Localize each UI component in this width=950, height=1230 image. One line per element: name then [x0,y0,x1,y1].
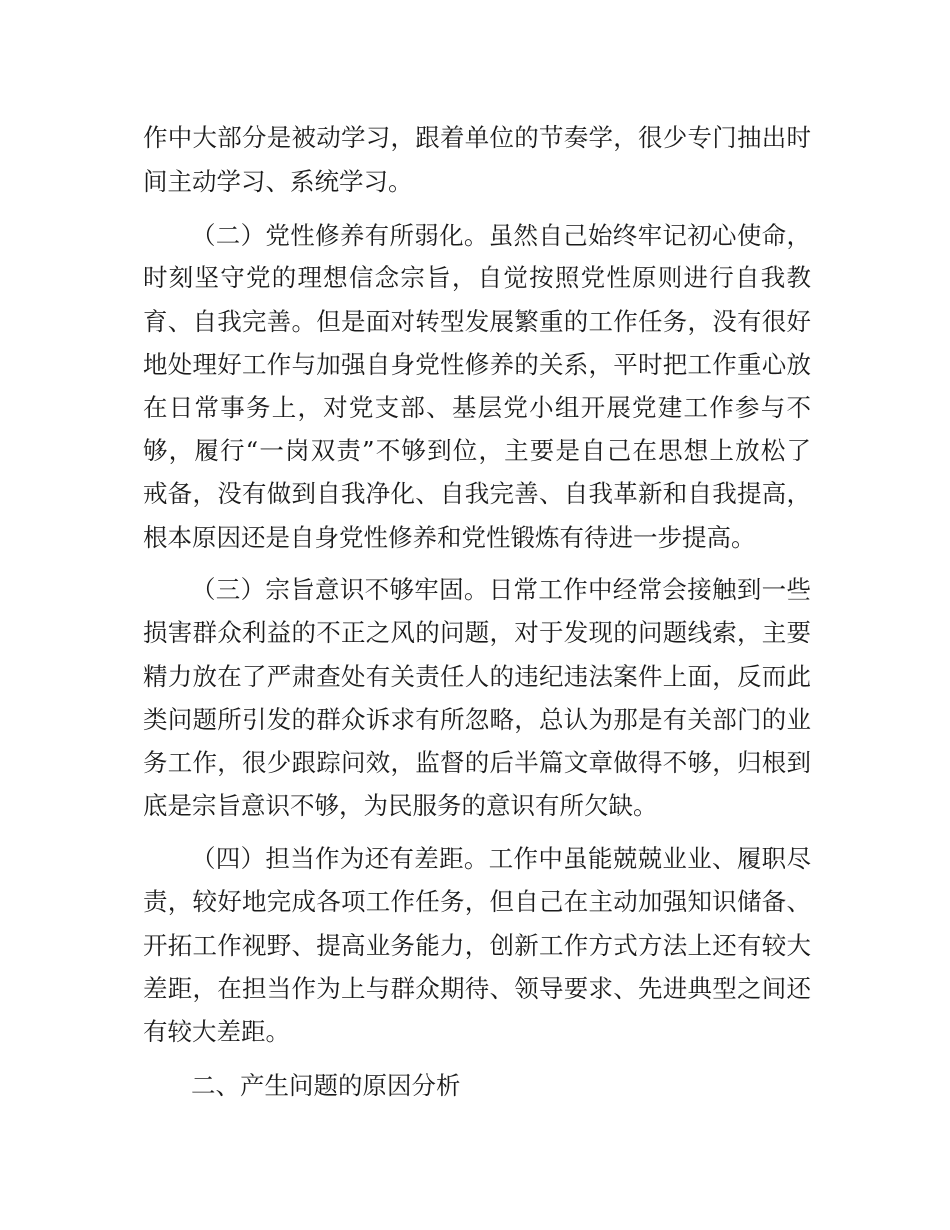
paragraph-heading-4: （四）担当作为还有差距。工作中虽能兢兢业业、履职尽 [191,844,811,873]
text-line: 责，较好地完成各项工作任务，但自己在主动加强知识储备、 [143,887,811,916]
paragraph-heading-3: （三）宗旨意识不够牢固。日常工作中经常会接触到一些 [191,575,811,604]
text-line: 有较大差距。 [143,1017,290,1046]
section-heading: 二、产生问题的原因分析 [191,1071,461,1100]
text-line: 时刻坚守党的理想信念宗旨，自觉按照党性原则进行自我教 [143,263,811,292]
text-line: 间主动学习、系统学习。 [143,167,413,196]
text-line: 底是宗旨意识不够，为民服务的意识有所欠缺。 [143,791,658,820]
text-line: 开拓工作视野、提高业务能力，创新工作方式方法上还有较大 [143,931,811,960]
paragraph-heading-2: （二）党性修养有所弱化。虽然自己始终牢记初心使命， [191,221,811,250]
text-line: 够，履行“一岗双责”不够到位，主要是自己在思想上放松了 [143,436,811,465]
text-line: 在日常事务上，对党支部、基层党小组开展党建工作参与不 [143,393,811,422]
text-line: 精力放在了严肃查处有关责任人的违纪违法案件上面，反而此 [143,662,811,691]
text-line: 差距，在担当作为上与群众期待、领导要求、先进典型之间还 [143,974,811,1003]
text-line: 戒备，没有做到自我净化、自我完善、自我革新和自我提高， [143,479,811,508]
text-line: 损害群众利益的不正之风的问题，对于发现的问题线索，主要 [143,618,811,647]
text-line: 务工作，很少跟踪问效，监督的后半篇文章做得不够，归根到 [143,748,811,777]
text-line: 根本原因还是自身党性修养和党性锻炼有待进一步提高。 [143,523,756,552]
text-line: 类问题所引发的群众诉求有所忽略，总认为那是有关部门的业 [143,705,811,734]
text-line: 地处理好工作与加强自身党性修养的关系，平时把工作重心放 [143,350,811,379]
text-line: 作中大部分是被动学习，跟着单位的节奏学，很少专门抽出时 [143,123,811,152]
text-line: 育、自我完善。但是面对转型发展繁重的工作任务，没有很好 [143,307,811,336]
